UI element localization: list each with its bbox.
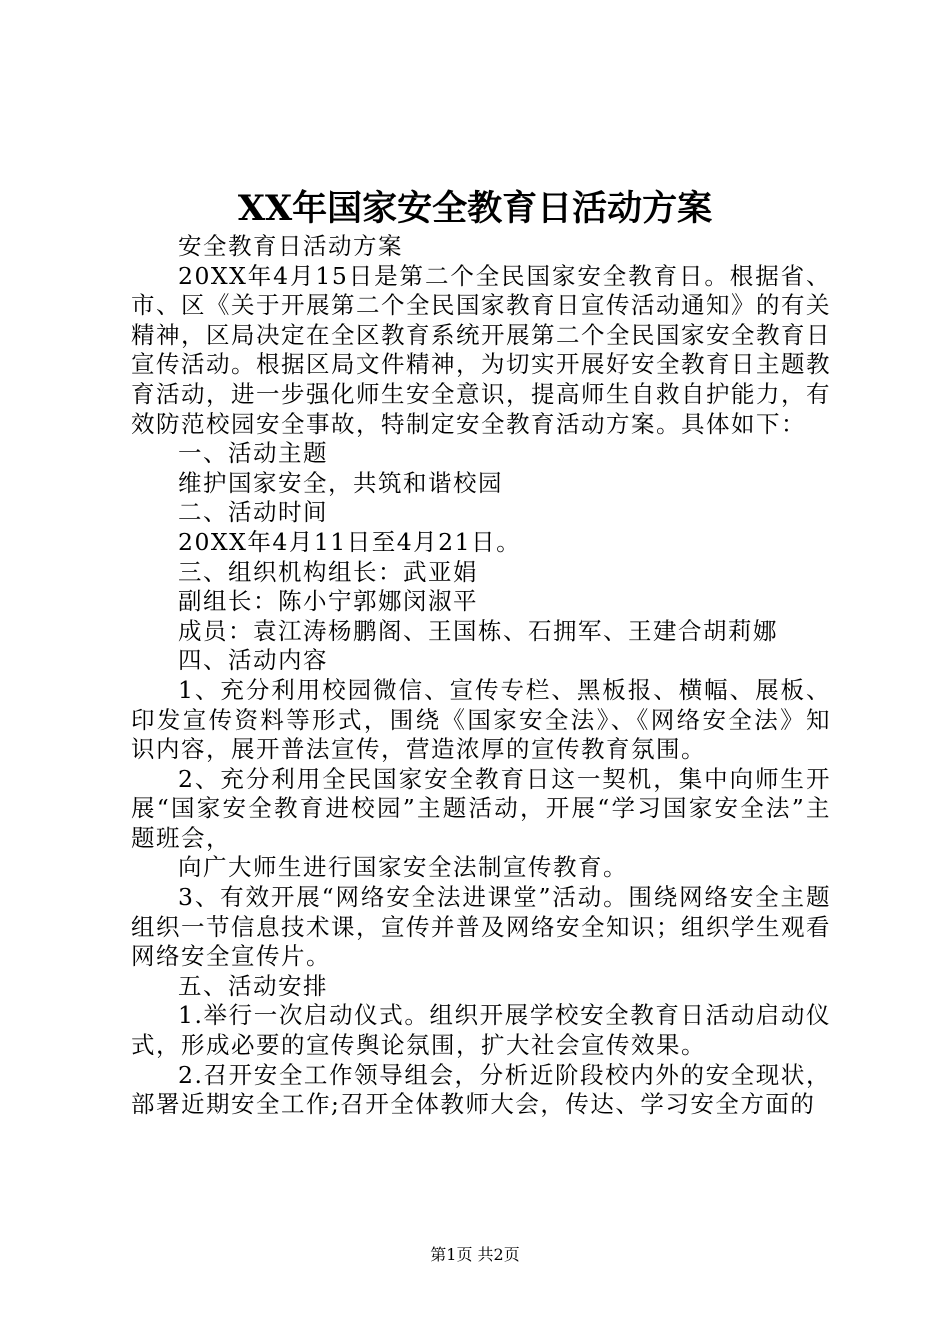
document-body xyxy=(131,232,831,1120)
paragraph-content-3: 3、有效开展“网络安全法进课堂”活动。围绕网络安全主题组织一节信息技术课，宣传并普及网络安全知识；组织学生观看网络安全宣传片。 xyxy=(131,883,831,971)
paragraph-time: 20XX年4月11日至4月21日。 xyxy=(178,527,522,556)
section-heading-theme: 一、活动主题 xyxy=(178,439,328,468)
paragraph-arrangement-1: 1.举行一次启动仪式。组织开展学校安全教育日活动启动仪式，形成必要的宣传舆论氛围，扩大社会宣传效果。 xyxy=(131,1001,831,1060)
paragraph-theme: 维护国家安全，共筑和谐校园 xyxy=(178,468,503,497)
paragraph-heading: 安全教育日活动方案 xyxy=(178,232,403,260)
paragraph-deputy-leaders: 副组长：陈小宁郭娜闵淑平 xyxy=(178,587,478,616)
page-footer: 第1页 共2页 xyxy=(430,1245,520,1264)
paragraph-content-2-cont: 向广大师生进行国家安全法制宣传教育。 xyxy=(178,853,628,882)
paragraph-arrangement-2: 2.召开安全工作领导组会，分析近阶段校内外的安全现状，部署近期安全工作;召开全体教师大会，传达、学习安全方面的 xyxy=(131,1060,831,1119)
section-heading-organization: 三、组织机构组长：武亚娟 xyxy=(178,557,478,586)
section-heading-time: 二、活动时间 xyxy=(178,498,328,527)
paragraph-content-1: 1、充分利用校园微信、宣传专栏、黑板报、横幅、展板、印发宣传资料等形式，围绕《国家安全法》、《网络安全法》知识内容，展开普法宣传，营造浓厚的宣传教育氛围。 xyxy=(131,675,831,764)
section-heading-arrangement: 五、活动安排 xyxy=(178,971,328,1000)
paragraph-intro: 20XX年4月15日是第二个全民国家安全教育日。根据省、市、区《关于开展第二个全民国家教育日宣传活动通知》的有关精神，区局决定在全区教育系统开展第二个全民国家安全教育日宣传活动。根据区局文件精神，为切实开展好安全教育日主题教育活动，进一步强化师生安全意识，提高师生自救自护能力，有效防范校园安全事故，特制定安全教育活动方案。具体如下： xyxy=(131,261,831,438)
paragraph-content-2: 2、充分利用全民国家安全教育日这一契机，集中向师生开展“国家安全教育进校园”主题活动，开展“学习国家安全法”主题班会， xyxy=(131,764,831,852)
paragraph-members: 成员：袁江涛杨鹏阁、王国栋、石拥军、王建合胡莉娜 xyxy=(178,616,778,645)
document-title: XX年国家安全教育日活动方案 xyxy=(237,188,713,229)
section-heading-content: 四、活动内容 xyxy=(178,646,328,675)
